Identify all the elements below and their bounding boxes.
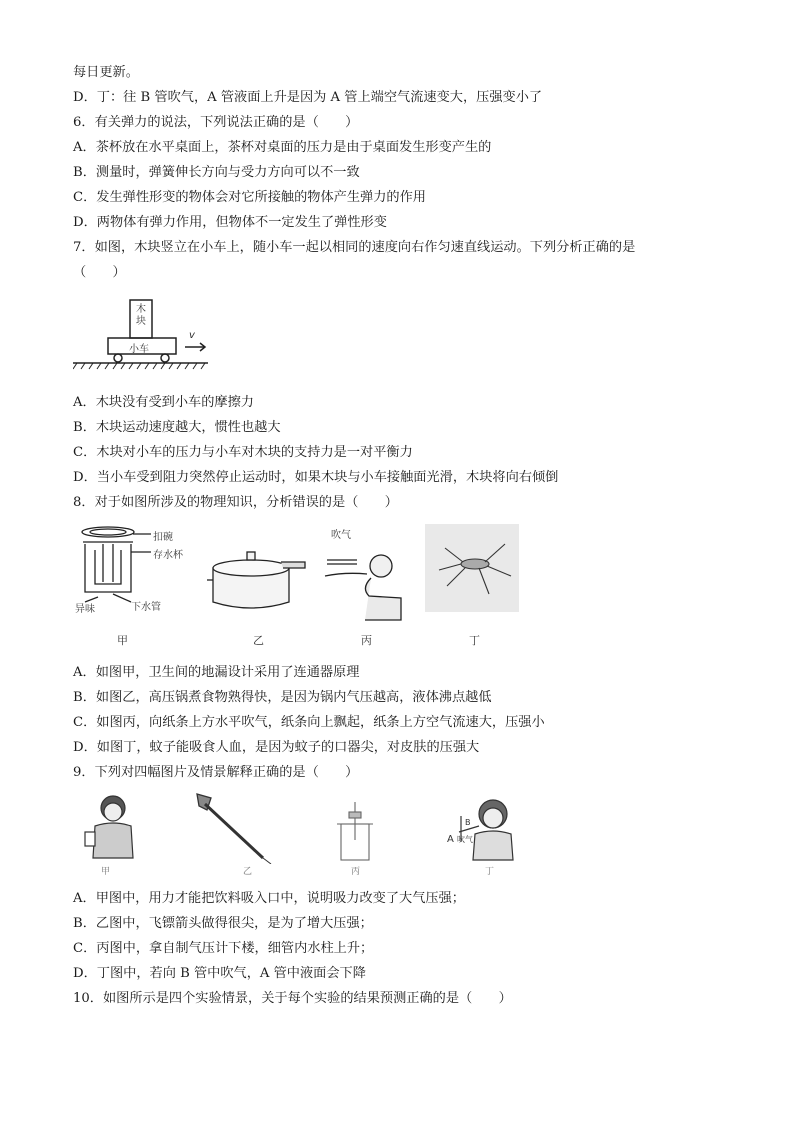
option-a-q7: A．木块没有受到小车的摩擦力 <box>73 395 254 410</box>
option-b-q7: B．木块运动速度越大，惯性也越大 <box>73 420 281 435</box>
block-label: 木块 <box>136 304 146 327</box>
option-a-q6: A．茶杯放在水平桌面上，茶杯对桌面的压力是由于桌面发生形变产生的 <box>73 140 492 155</box>
tube-b-label: B <box>465 818 471 827</box>
tube-a-label: A <box>447 834 454 845</box>
question-6: 6．有关弹力的说法，下列说法正确的是（ ） <box>73 115 359 130</box>
figure-row-q9 <box>73 792 543 882</box>
homemade-barometer-icon <box>331 800 381 864</box>
caption-ding-q8: 丁 <box>469 634 480 647</box>
option-d-q6: D．两物体有弹力作用，但物体不一定发生了弹性形变 <box>73 215 387 230</box>
blow-label: 吹气 <box>331 530 351 541</box>
drain-cup-label: 存水杯 <box>153 550 183 561</box>
option-c-q9: C．丙图中，拿自制气压计下楼，细管内水柱上升； <box>73 941 374 956</box>
option-d-q5: D．丁：往 B 管吹气，A 管液面上升是因为 A 管上端空气流速变大，压强变小了 <box>73 90 543 105</box>
text-line: 每日更新。 <box>73 65 139 80</box>
option-b-q9: B．乙图中，飞镖箭头做得很尖，是为了增大压强； <box>73 916 373 931</box>
question-7: 7．如图，木块竖立在小车上，随小车一起以相同的速度向右作匀速直线运动。下列分析正确的是 <box>73 240 636 255</box>
question-7-blank: （ ） <box>73 265 126 280</box>
blowing-tube-icon <box>439 792 519 862</box>
caption-yi-q8: 乙 <box>253 634 264 647</box>
caption-ding-q9: 丁 <box>485 867 495 877</box>
question-10: 10．如图所示是四个实验情景，关于每个实验的结果预测正确的是（ ） <box>73 991 512 1006</box>
option-d-q8: D．如图丁，蚊子能吸食人血，是因为蚊子的口器尖，对皮肤的压强大 <box>73 740 480 755</box>
drain-smell-label: 异味 <box>75 604 95 615</box>
cart-label: 小车 <box>129 344 149 355</box>
tube-blow-label: 吹气 <box>457 835 473 844</box>
option-b-q6: B．测量时，弹簧伸长方向与受力方向可以不一致 <box>73 165 360 180</box>
cart-wheel <box>114 354 122 362</box>
caption-bing-q9: 丙 <box>351 867 361 877</box>
drain-pipe-label: 下水管 <box>131 602 161 613</box>
dart-icon <box>189 792 279 864</box>
velocity-label: v <box>189 330 195 341</box>
option-d-q7: D．当小车受到阻力突然停止运动时，如果木块与小车接触面光滑，木块将向右倾倒 <box>73 470 559 485</box>
child-drinking-icon <box>73 792 143 862</box>
caption-bing-q8: 丙 <box>361 634 372 647</box>
option-a-q9: A．甲图中，用力才能把饮料吸入口中，说明吸力改变了大气压强； <box>73 891 465 906</box>
caption-jia-q9: 甲 <box>101 867 111 877</box>
option-c-q7: C．木块对小车的压力与小车对木块的支持力是一对平衡力 <box>73 445 413 460</box>
cart-wheel <box>161 354 169 362</box>
question-9: 9．下列对四幅图片及情景解释正确的是（ ） <box>73 765 359 780</box>
caption-yi-q9: 乙 <box>243 867 253 877</box>
pressure-cooker-icon <box>201 540 311 620</box>
figure-row-q8 <box>73 522 533 652</box>
option-a-q8: A．如图甲，卫生间的地漏设计采用了连通器原理 <box>73 665 360 680</box>
question-8: 8．对于如图所涉及的物理知识，分析错误的是（ ） <box>73 495 398 510</box>
option-b-q8: B．如图乙，高压锅煮食物熟得快，是因为锅内气压越高，液体沸点越低 <box>73 690 492 705</box>
option-c-q6: C．发生弹性形变的物体会对它所接触的物体产生弹力的作用 <box>73 190 426 205</box>
caption-jia-q8: 甲 <box>117 634 128 647</box>
drain-cover-label: 扣碗 <box>153 532 173 543</box>
blowing-paper-diagram <box>321 542 411 622</box>
option-c-q8: C．如图丙，向纸条上方水平吹气，纸条向上飘起，纸条上方空气流速大，压强小 <box>73 715 545 730</box>
mosquito-photo <box>425 524 519 612</box>
option-d-q9: D．丁图中，若向 B 管中吹气，A 管中液面会下降 <box>73 966 366 981</box>
figure-block-on-cart <box>73 292 213 382</box>
